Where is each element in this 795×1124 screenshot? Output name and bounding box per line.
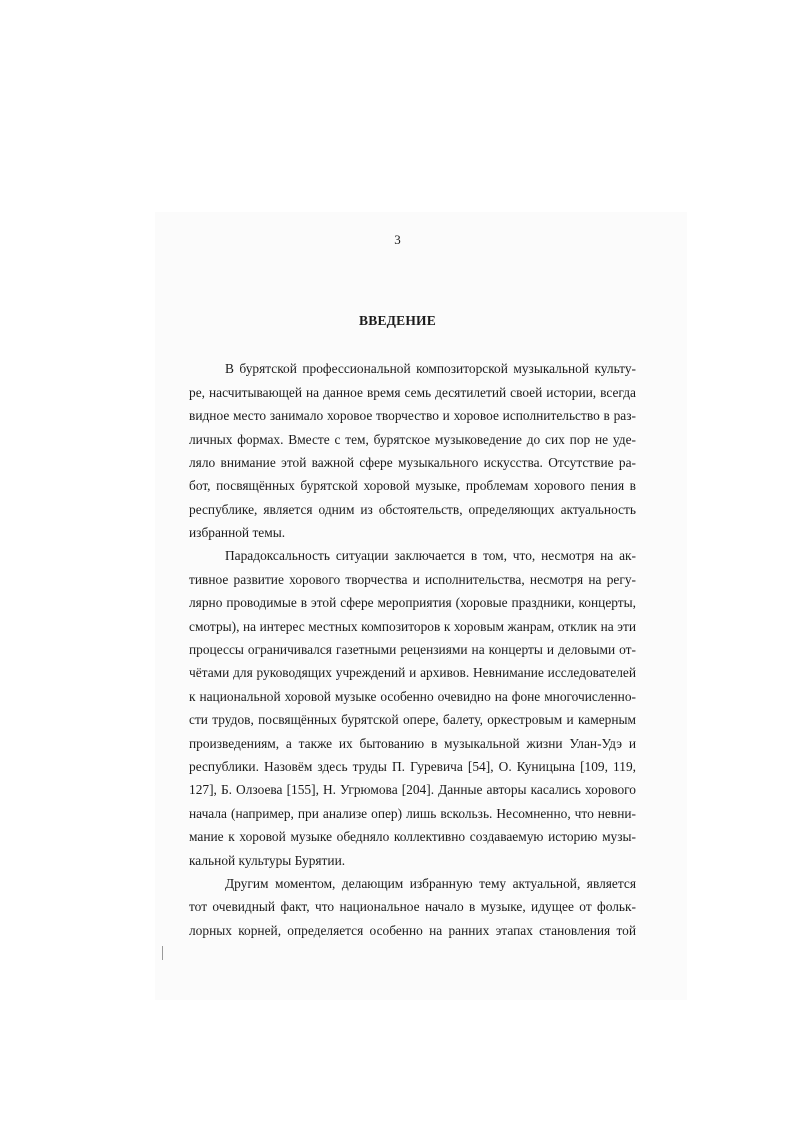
paragraph-3-line-3: лорных корней, определяется особенно на ранних этапах становления той [189,923,636,938]
paragraph-1-line-1: В бурятской профессиональной композиторской музыкальной культу- [225,361,636,376]
paragraph-2-line-14: кальной культуры Бурятии. [189,853,346,868]
paragraph-2-line-3: лярно проводимые в этой сфере мероприятия (хоровые праздники, концерты, [189,595,636,610]
paragraph-2-line-1: Парадоксальность ситуации заключается в том, что, несмотря на ак- [225,548,636,563]
paragraph-1-line-3: видное место занимало хоровое творчество и хоровое исполнительство в раз- [189,408,636,423]
section-heading: ВВЕДЕНИЕ [359,313,436,328]
page-number: 3 [394,232,401,247]
paragraph-2-line-12: начала (например, при анализе опер) лишь вскользь. Несомненно, что невни- [189,806,636,821]
paragraph-2-line-9: произведениям, а также их бытованию в музыкальной жизни Улан-Удэ и [189,736,636,751]
paragraph-1-line-2: ре, насчитывающей на данное время семь десятилетий своей истории, всегда [189,385,636,400]
paragraph-2-line-5: процессы ограничивался газетными рецензиями на концерты и деловыми от- [189,642,636,657]
paragraph-1-line-6: бот, посвящённых бурятской хоровой музыке, проблемам хорового пения в [189,478,636,493]
paragraph-3-line-2: тот очевидный факт, что национальное начало в музыке, идущее от фольк- [189,899,636,914]
margin-mark [162,946,163,960]
paragraph-1-line-7: республике, является одним из обстоятельств, определяющих актуальность [189,502,636,517]
paragraph-3-line-1: Другим моментом, делающим избранную тему актуальной, является [225,876,636,891]
paragraph-1-line-5: ляло внимание этой важной сфере музыкального искусства. Отсутствие ра- [189,455,636,470]
paragraph-2-line-13: мание к хоровой музыке обедняло коллективно создаваемую историю музы- [189,829,636,844]
paragraph-2-line-6: чётами для руководящих учреждений и архивов. Невнимание исследователей [189,665,636,680]
paragraph-2-line-8: сти трудов, посвящённых бурятской опере, балету, оркестровым и камерным [189,712,636,727]
paragraph-2-line-10: республики. Назовём здесь труды П. Гуревича [54], О. Куницына [109, 119, [189,759,636,774]
paragraph-2-line-7: к национальной хоровой музыке особенно очевидно на фоне многочисленно- [189,689,636,704]
paragraph-2-line-2: тивное развитие хорового творчества и исполнительства, несмотря на регу- [189,572,636,587]
paragraph-1-line-4: личных формах. Вместе с тем, бурятское музыковедение до сих пор не уде- [189,432,636,447]
paragraph-2-line-11: 127], Б. Олзоева [155], Н. Угрюмова [204]. Данные авторы касались хорового [189,782,636,797]
paragraph-2-line-4: смотры), на интерес местных композиторов к хоровым жанрам, отклик на эти [189,619,636,634]
paragraph-1-line-8: избранной темы. [189,525,286,540]
